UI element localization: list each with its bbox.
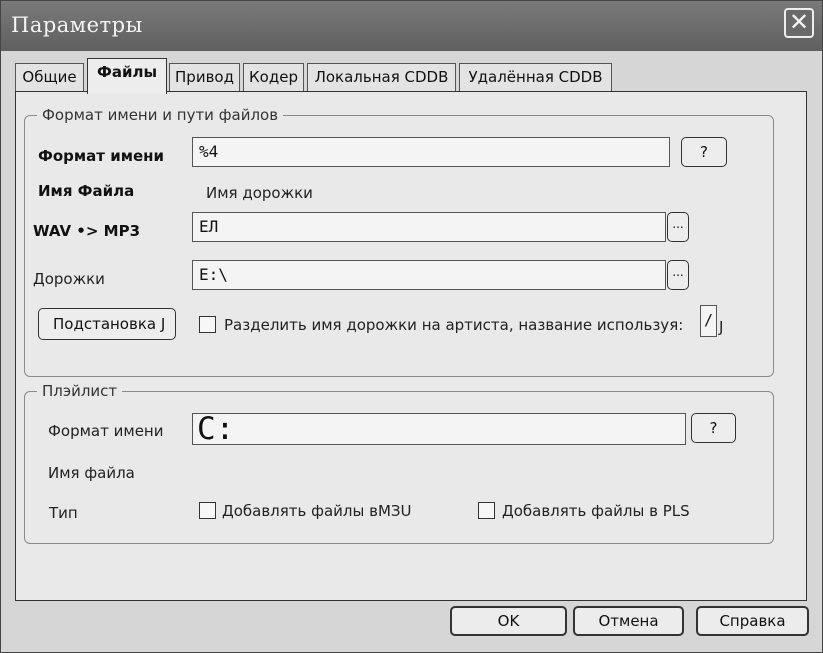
title-bar[interactable]	[1, 1, 822, 51]
separator-input[interactable]: /	[700, 305, 717, 337]
tab-local-cddb[interactable]: Локальная CDDB	[307, 63, 456, 91]
name-format-label: Формат имени	[38, 147, 165, 165]
add-pls-label: Добавлять файлы в PLS	[502, 502, 690, 520]
add-pls-checkbox[interactable]	[478, 502, 495, 519]
files-tab-panel	[15, 91, 807, 601]
split-track-name-label: Разделить имя дорожки на артиста, название используя:	[224, 316, 684, 334]
substitution-button[interactable]: Подстановка J	[38, 308, 176, 340]
name-format-input[interactable]: %4	[192, 137, 670, 167]
separator-suffix: J	[719, 318, 724, 336]
tab-drive[interactable]: Привод	[169, 63, 240, 91]
track-name-label: Имя дорожки	[206, 184, 313, 202]
tab-encoder[interactable]: Кодер	[243, 63, 304, 91]
add-m3u-checkbox[interactable]	[199, 502, 216, 519]
tracks-label: Дорожки	[33, 270, 105, 288]
window-title: Параметры	[11, 13, 143, 37]
playlist-type-label: Тип	[49, 504, 78, 522]
tracks-path-input[interactable]: E:\	[192, 260, 666, 290]
name-format-help-button[interactable]: ?	[681, 137, 727, 167]
help-button[interactable]: Справка	[696, 606, 809, 636]
split-track-name-checkbox[interactable]	[199, 316, 216, 333]
tab-remote-cddb[interactable]: Удалённая CDDB	[459, 63, 612, 91]
close-icon[interactable]: ✕	[784, 8, 814, 38]
playlist-group-legend: Плэйлист	[37, 382, 122, 400]
playlist-name-format-help-button[interactable]: ?	[691, 413, 736, 443]
cancel-button[interactable]: Отмена	[573, 606, 684, 636]
file-name-label: Имя Файла	[38, 182, 135, 200]
tab-files[interactable]: Файлы	[87, 58, 167, 94]
playlist-name-format-input[interactable]: С:	[192, 413, 686, 445]
ok-button[interactable]: OK	[450, 606, 567, 636]
wav-mp3-path-input[interactable]: ЕЛ	[192, 212, 666, 242]
wav-mp3-browse-button[interactable]: ...	[667, 212, 689, 242]
playlist-name-format-label: Формат имени	[48, 422, 164, 440]
tracks-browse-button[interactable]: ...	[667, 260, 689, 290]
tab-general[interactable]: Общие	[15, 63, 84, 91]
add-m3u-label: Добавлять файлы вМЗU	[222, 502, 412, 520]
playlist-file-name-label: Имя файла	[48, 464, 135, 482]
wav-mp3-label: WAV •> MP3	[33, 222, 141, 240]
file-format-group-legend: Формат имени и пути файлов	[37, 106, 283, 124]
